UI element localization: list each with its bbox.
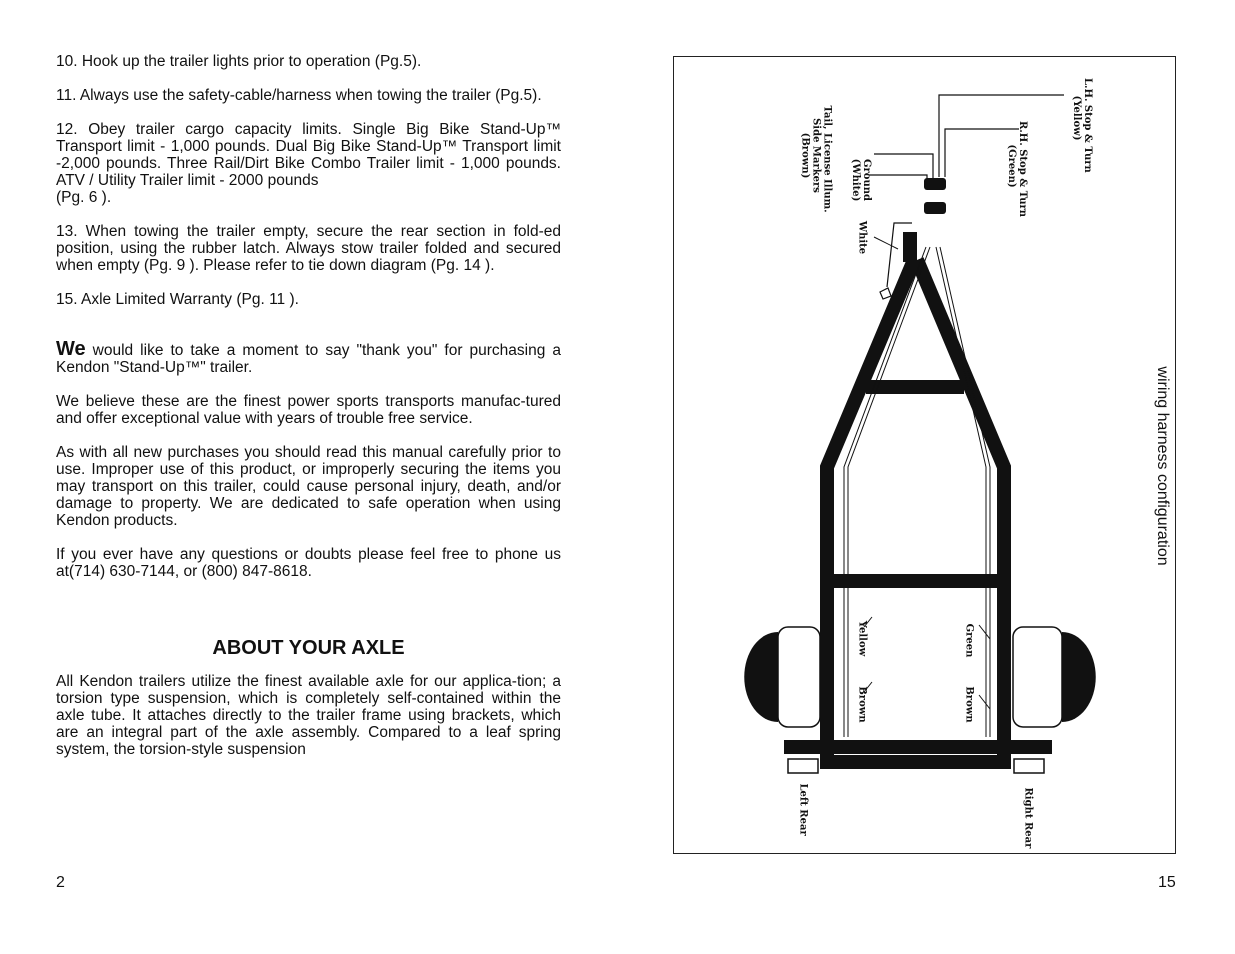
trailer-frame — [784, 232, 1052, 762]
wire-ground — [869, 175, 927, 183]
connector-upper — [924, 178, 946, 190]
left-wheel — [744, 627, 820, 727]
diagram-title: wiring harness configuration — [1154, 366, 1171, 566]
label-ground — [850, 155, 872, 205]
left-page-text — [56, 53, 561, 775]
axle-paragraph: All Kendon trailers utilize the finest available axle for our applica-tion; a torsion type suspension, which is completely self-contained within the axle tube. It attaches directly to the trailer frame using brackets, which are an integral part of the axle assembly. Compared to a leaf spring system, the torsion-style suspension — [56, 673, 561, 758]
label-lh-stop-2: (Yellow) — [1071, 95, 1082, 141]
purchases-paragraph: As with all new purchases you should read this manual carefully prior to use. Improper use of this product, or improperly securing the items you may transport on this trailer, could cause personal injury, death, and/or damage to property. We are dedicated to safe operation when using Kendon products. — [56, 444, 561, 529]
item-12 — [56, 121, 561, 206]
thanks-lead: We — [56, 338, 86, 360]
thanks-paragraph — [56, 338, 561, 376]
label-left-rear: Left Rear — [797, 783, 809, 836]
label-rh-stop-2: (Green) — [1006, 144, 1017, 188]
page-number-left: 2 — [56, 874, 65, 891]
ground-clip — [880, 288, 891, 299]
believe-paragraph: We believe these are the finest power sports transports manufac-tured and offer exceptional value with years of trouble free service. — [56, 393, 561, 427]
label-yellow: Yellow — [856, 620, 868, 657]
thanks-rest: would like to take a moment to say "thank you" for purchasing a Kendon "Stand-Up™" trailer. — [56, 342, 561, 376]
left-rear-light — [788, 759, 818, 773]
label-lh-stop-1: L.H. Stop & Turn — [1082, 78, 1093, 173]
wiring-diagram-frame — [673, 56, 1176, 854]
right-rear-light — [1014, 759, 1044, 773]
item-15: 15. Axle Limited Warranty (Pg. 11 ). — [56, 291, 299, 308]
label-tail — [799, 105, 833, 213]
questions-paragraph: If you ever have any questions or doubts please feel free to phone us at(714) 630-7144, or (800) 847-8618. — [56, 546, 561, 580]
axle-heading: ABOUT YOUR AXLE — [212, 637, 405, 659]
wire-tail — [874, 154, 933, 180]
item-12-text: 12. Obey trailer cargo capacity limits. Single Big Bike Stand-Up™ Transport limit - 1,000 pounds. Dual Big Bike Stand-Up™ Transport limit -2,000 pounds. Three Rail/Dirt Bike Combo Trailer limit - 1,000 pounds. ATV / Utility Trailer limit - 2000 pounds — [56, 121, 561, 189]
harness-wires — [869, 95, 1064, 287]
label-rh-stop-1: R.H. Stop & Turn — [1017, 121, 1028, 218]
trailer-frame-drawing — [674, 57, 1177, 855]
label-right-rear: Right Rear — [1022, 787, 1034, 849]
label-lh-stop — [1071, 78, 1093, 173]
label-white: White — [856, 220, 868, 255]
label-green: Green — [963, 623, 975, 658]
label-rh-stop — [1006, 121, 1028, 218]
label-ground-2: (White) — [850, 158, 861, 202]
label-brown-left: Brown — [856, 686, 868, 723]
label-brown-right: Brown — [963, 686, 975, 723]
page-number-right: 15 — [1158, 874, 1176, 891]
label-ground-1: Ground — [861, 158, 872, 201]
wire-lh-stop — [939, 95, 1064, 177]
frame-outline — [827, 260, 1004, 762]
connector-lower — [924, 202, 946, 214]
frame-wires — [844, 247, 990, 737]
item-10: 10. Hook up the trailer lights prior to operation (Pg.5). — [56, 53, 422, 70]
label-tail-2: Side Markers — [810, 118, 822, 193]
item-11: 11. Always use the safety-cable/harness when towing the trailer (Pg.5). — [56, 87, 542, 104]
item-12-page: (Pg. 6 ). — [56, 189, 112, 206]
right-wheel — [1013, 627, 1096, 727]
item-13: 13. When towing the trailer empty, secure the rear section in fold-ed position, using the rubber latch. Always stow trailer folded and secured when empty (Pg. 9 ). Please refer to tie down diagram (Pg. 14 ). — [56, 223, 561, 274]
leader-brown-right — [979, 695, 990, 709]
label-tail-1: Tail, License Illum. — [821, 105, 833, 213]
leader-white — [874, 237, 898, 249]
leader-green — [979, 625, 990, 639]
label-tail-3: (Brown) — [799, 132, 811, 179]
